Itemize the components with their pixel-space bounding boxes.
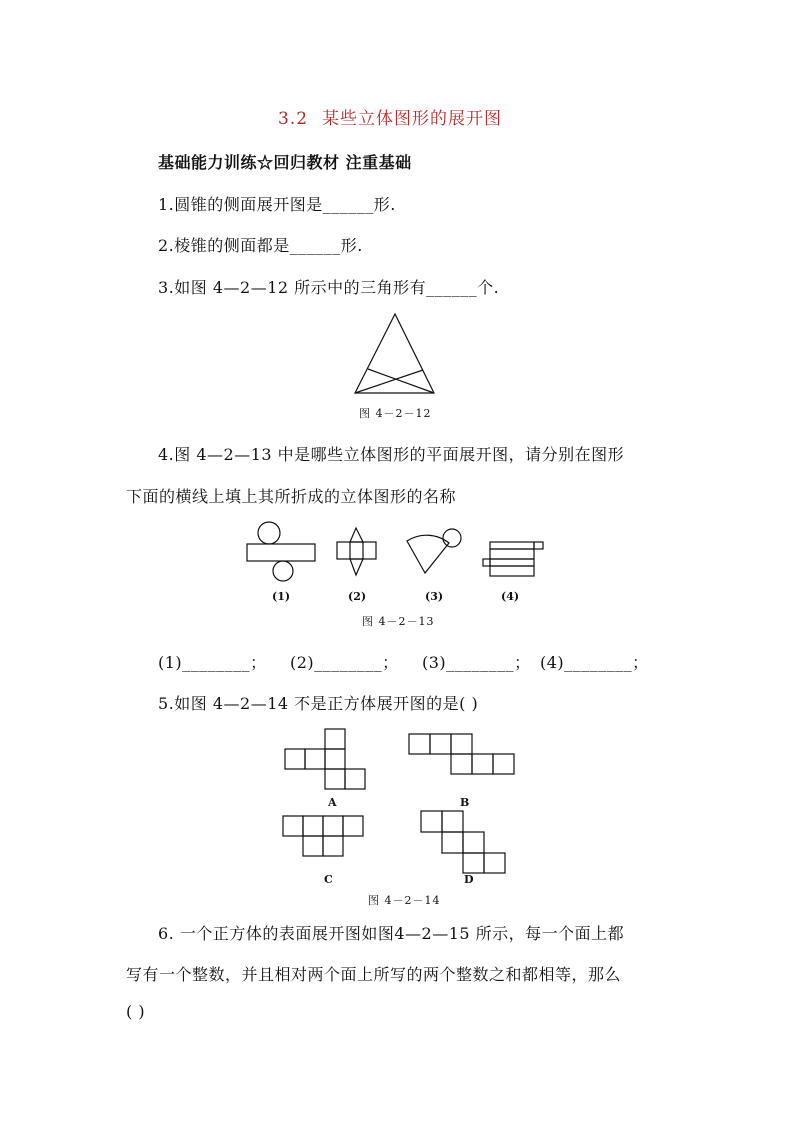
outer-triangle: [355, 314, 434, 393]
cube-face: [323, 836, 343, 856]
cube-face: [472, 754, 493, 774]
question-4-line-2: 下面的横线上填上其所折成的立体图形的名称: [126, 487, 457, 506]
cube-face: [325, 769, 345, 789]
question-2: 2.棱锥的侧面都是______形.: [158, 236, 363, 255]
cube-face: [484, 853, 505, 873]
base-circle: [443, 529, 461, 547]
figure-4-2-13-caption: 图 4－2－13: [362, 615, 435, 628]
cube-face: [285, 749, 305, 769]
figure-4-2-14-label-c: C: [324, 873, 333, 886]
figure-4-2-13-cuboid-net: [482, 538, 546, 578]
answer-blank-1: (1)________；: [158, 653, 267, 672]
cube-face: [463, 853, 484, 873]
lateral-rectangle: [247, 544, 315, 561]
figure-4-2-13-cylinder-net: [246, 521, 318, 583]
cube-face: [343, 816, 363, 836]
strip-1: [490, 542, 534, 549]
subheading: 基础能力训练☆回归教材 注重基础: [158, 153, 412, 172]
question-4-line-1: 4.图 4—2—13 中是哪些立体图形的平面展开图，请分别在图形: [158, 445, 625, 464]
prism-faces: [337, 542, 376, 559]
strip-4: [490, 566, 534, 576]
cube-face: [345, 769, 365, 789]
cube-face: [442, 832, 463, 853]
cube-face: [283, 816, 303, 836]
cube-face: [442, 811, 463, 832]
cube-face: [303, 816, 323, 836]
tab-top: [534, 542, 543, 549]
section-title: [278, 104, 502, 129]
figure-4-2-13-label-3: (3): [425, 590, 444, 603]
cube-face: [430, 734, 451, 754]
cube-face: [303, 836, 323, 856]
figure-4-2-14-label-d: D: [464, 873, 474, 886]
cube-face: [451, 754, 472, 774]
strip-3: [490, 559, 534, 566]
cube-face: [325, 749, 345, 769]
question-3: 3.如图 4—2—12 所示中的三角形有______个.: [158, 278, 500, 297]
question-6-line-3: ( ): [126, 1002, 146, 1021]
question-6-line-1: 6. 一个正方体的表面展开图如图4—2—15 所示，每一个面上都: [158, 924, 625, 943]
bottom-triangle: [350, 559, 363, 575]
cube-face: [421, 811, 442, 832]
top-circle: [258, 522, 280, 544]
top-triangle: [350, 528, 363, 542]
section-title-text: 某些立体图形的展开图: [322, 109, 503, 129]
answer-blank-2: (2)________；: [290, 653, 399, 672]
strip-2: [490, 549, 534, 559]
figure-4-2-12: [350, 310, 440, 400]
figure-4-2-14-option-a: [284, 728, 368, 790]
cube-face: [493, 754, 514, 774]
bottom-circle: [273, 561, 293, 581]
answer-blank-4: (4)________；: [540, 653, 649, 672]
cube-face: [305, 749, 325, 769]
figure-4-2-14-option-d: [420, 810, 506, 874]
question-6-line-2: 写有一个整数，并且相对两个面上所写的两个整数之和都相等，那么: [126, 965, 622, 984]
figure-4-2-14-option-b: [408, 733, 516, 775]
cube-face: [325, 729, 345, 749]
cube-face: [463, 832, 484, 853]
figure-4-2-13-label-4: (4): [501, 590, 520, 603]
cube-face: [409, 734, 430, 754]
figure-4-2-14-caption: 图 4－2－14: [368, 894, 441, 907]
sector: [407, 535, 449, 573]
tab-left: [483, 559, 490, 566]
section-number: 3.2: [278, 109, 309, 129]
figure-4-2-14-label-a: A: [328, 796, 337, 809]
figure-4-2-13-label-1: (1): [272, 590, 291, 603]
figure-4-2-14-option-c: [282, 815, 386, 857]
figure-4-2-14-label-b: B: [460, 796, 470, 809]
cube-face: [323, 816, 343, 836]
question-5: 5.如图 4—2—14 不是正方体展开图的是( ): [158, 694, 479, 713]
figure-4-2-13-label-2: (2): [348, 590, 367, 603]
answer-blank-3: (3)________；: [422, 653, 531, 672]
cube-face: [451, 734, 472, 754]
figure-4-2-12-caption: 图 4－2－12: [359, 407, 432, 420]
figure-4-2-13-cone-net: [405, 527, 465, 575]
figure-4-2-13-prism-net: [336, 527, 378, 577]
question-1: 1.圆锥的侧面展开图是______形.: [158, 195, 396, 214]
